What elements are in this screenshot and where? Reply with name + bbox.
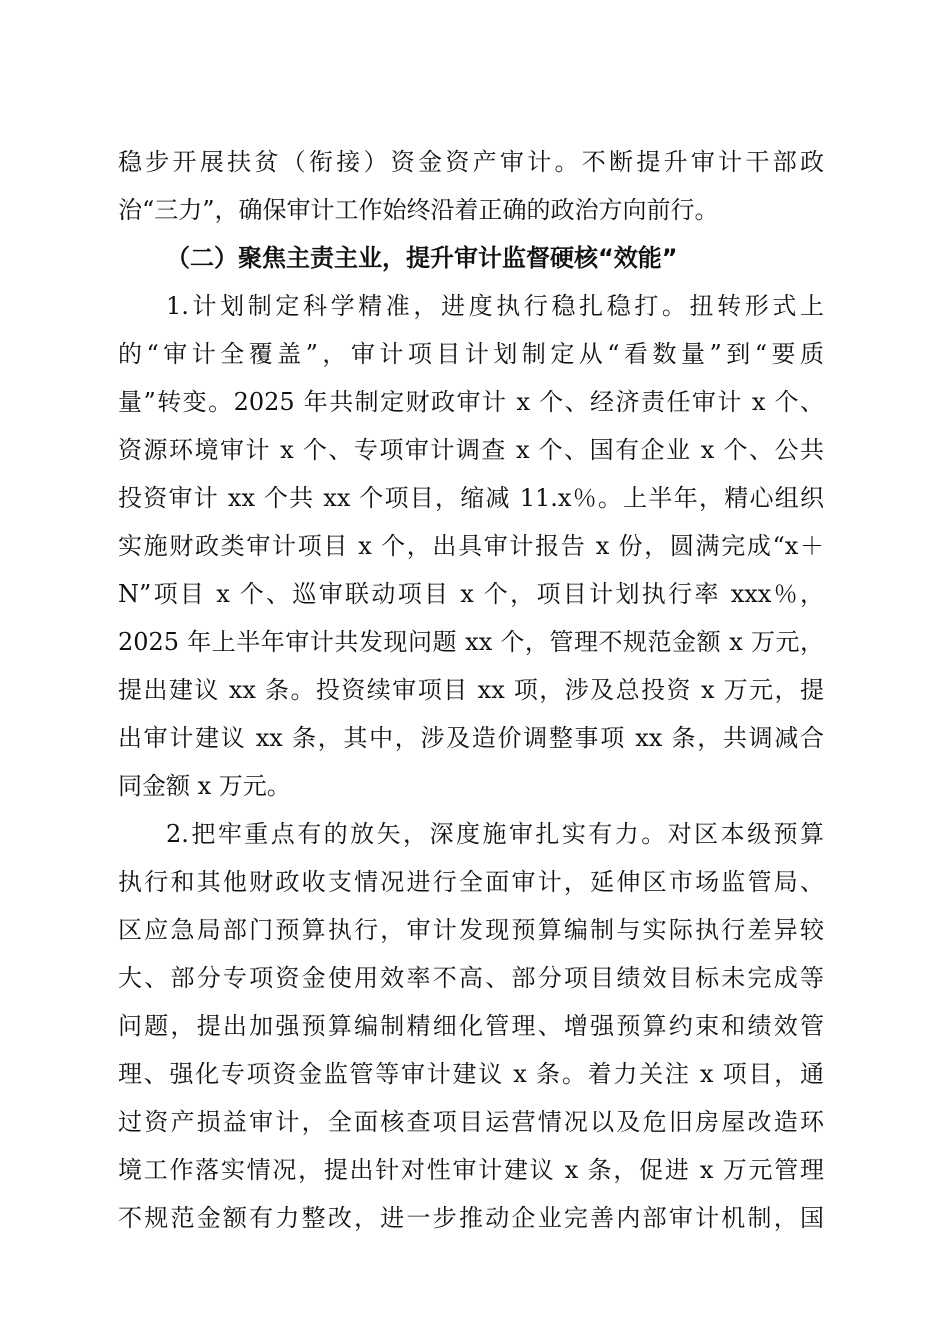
paragraph-line: 不规范金额有力整改，进一步推动企业完善内部审计机制，国 bbox=[118, 1204, 824, 1232]
paragraph-line: 的“审计全覆盖”，审计项目计划制定从“看数量”到“要质 bbox=[118, 340, 824, 368]
section-heading: （二）聚焦主责主业，提升审计监督硬核“效能” bbox=[166, 244, 678, 272]
paragraph-line: 实施财政类审计项目 x 个，出具审计报告 x 份，圆满完成“x＋ bbox=[118, 532, 824, 560]
paragraph-line: 稳步开展扶贫（衔接）资金资产审计。不断提升审计干部政 bbox=[118, 148, 824, 176]
paragraph-line: 投资审计 xx 个共 xx 个项目，缩减 11.x％。上半年，精心组织 bbox=[118, 484, 824, 512]
paragraph-line: 同金额 x 万元。 bbox=[118, 772, 291, 800]
paragraph-line: 量”转变。2025 年共制定财政审计 x 个、经济责任审计 x 个、 bbox=[118, 388, 824, 416]
paragraph-line: 出审计建议 xx 条，其中，涉及造价调整事项 xx 条，共调减合 bbox=[118, 724, 824, 752]
paragraph-line: N”项目 x 个、巡审联动项目 x 个，项目计划执行率 xxx％， bbox=[118, 580, 824, 608]
paragraph-line: 资源环境审计 x 个、专项审计调查 x 个、国有企业 x 个、公共 bbox=[118, 436, 824, 464]
paragraph-line: 执行和其他财政收支情况进行全面审计，延伸区市场监管局、 bbox=[118, 868, 824, 896]
paragraph-line: 提出建议 xx 条。投资续审项目 xx 项，涉及总投资 x 万元，提 bbox=[118, 676, 824, 704]
paragraph-line: 治“三力”，确保审计工作始终沿着正确的政治方向前行。 bbox=[118, 196, 719, 224]
paragraph-line: 2025 年上半年审计共发现问题 xx 个，管理不规范金额 x 万元， bbox=[118, 628, 824, 656]
paragraph-line: 2.把牢重点有的放矢，深度施审扎实有力。对区本级预算 bbox=[166, 820, 824, 848]
paragraph-line: 问题，提出加强预算编制精细化管理、增强预算约束和绩效管 bbox=[118, 1012, 824, 1040]
paragraph-line: 大、部分专项资金使用效率不高、部分项目绩效目标未完成等 bbox=[118, 964, 824, 992]
paragraph-line: 区应急局部门预算执行，审计发现预算编制与实际执行差异较 bbox=[118, 916, 824, 944]
paragraph-line: 1.计划制定科学精准，进度执行稳扎稳打。扭转形式上 bbox=[166, 292, 824, 320]
paragraph-line: 过资产损益审计，全面核查项目运营情况以及危旧房屋改造环 bbox=[118, 1108, 824, 1136]
paragraph-line: 理、强化专项资金监管等审计建议 x 条。着力关注 x 项目，通 bbox=[118, 1060, 824, 1088]
paragraph-line: 境工作落实情况，提出针对性审计建议 x 条，促进 x 万元管理 bbox=[118, 1156, 824, 1184]
